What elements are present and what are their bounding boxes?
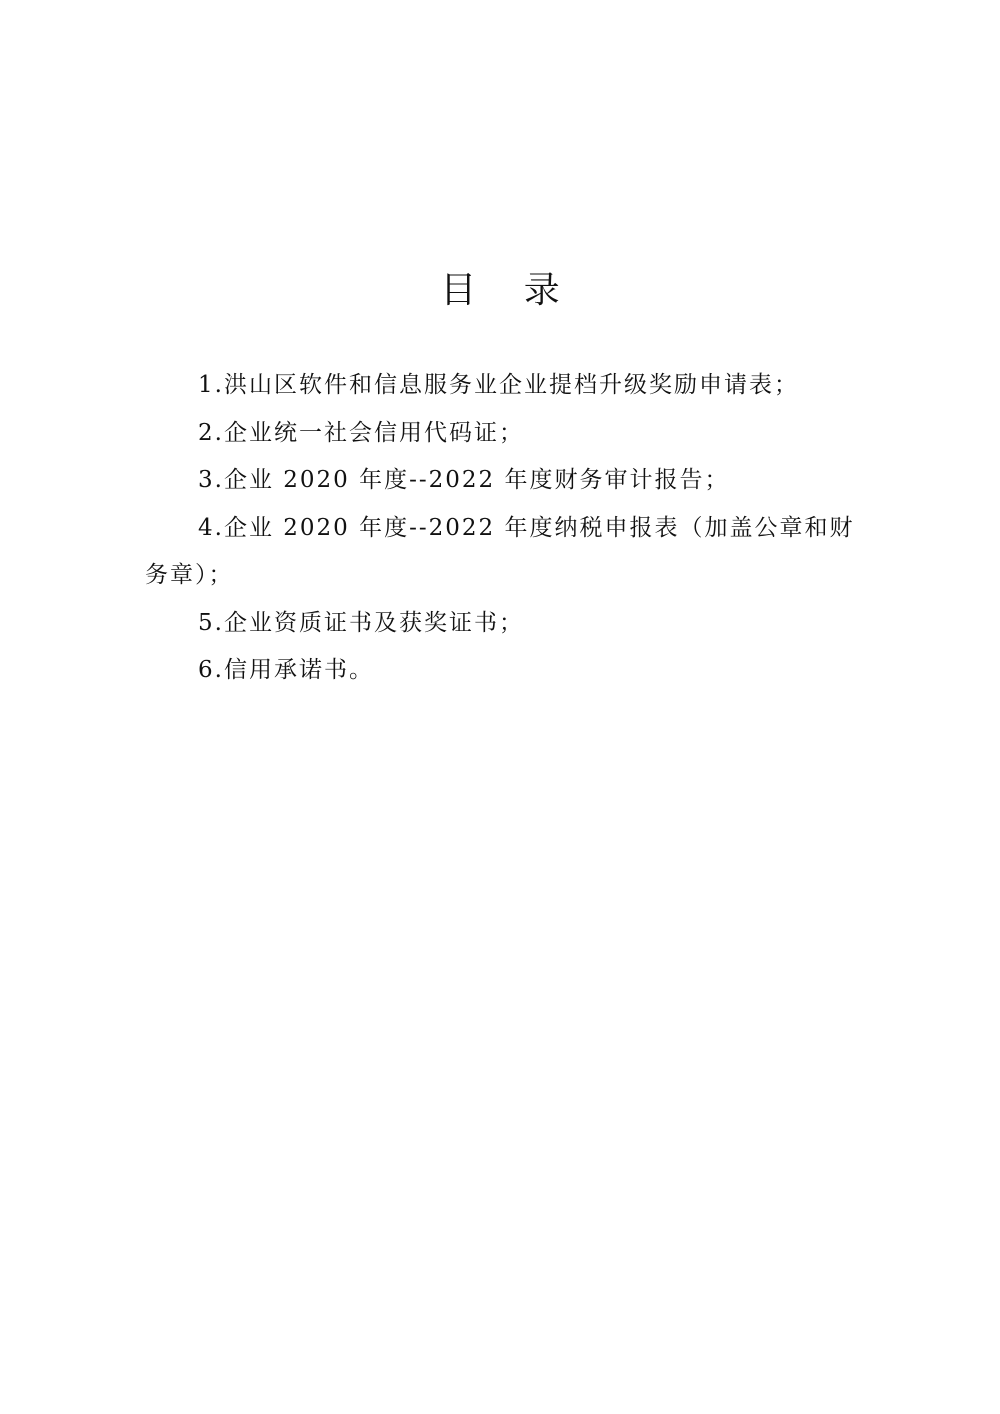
toc-item-4: 4.企业 2020 年度--2022 年度纳税申报表（加盖公章和财务章）； (145, 514, 855, 588)
page-title: 目 录 (440, 270, 578, 311)
toc-item-6: 6.信用承诺书。 (198, 657, 374, 683)
toc-item-5: 5.企业资质证书及获奖证书； (198, 609, 524, 636)
toc-item-1: 1.洪山区软件和信息服务业企业提档升级奖励申请表； (198, 372, 799, 398)
toc-item-2: 2.企业统一社会信用代码证； (198, 419, 524, 446)
table-of-contents (145, 362, 870, 695)
toc-item-3: 3.企业 2020 年度--2022 年度财务审计报告； (198, 467, 730, 493)
